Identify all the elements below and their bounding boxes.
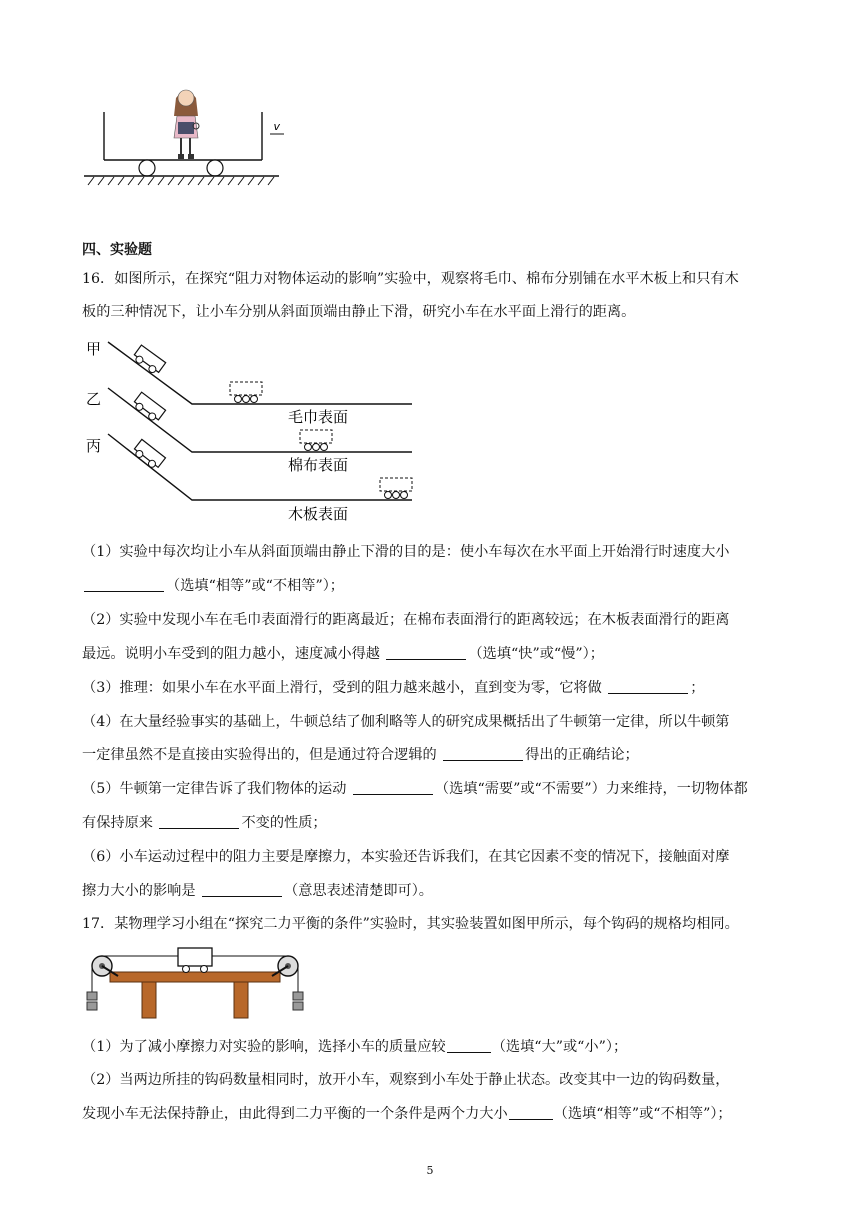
incline-figure <box>82 336 422 528</box>
q17-p1: （1）为了减小摩擦力对实验的影响，选择小车的质量应较 （选填“大”或“小”）； <box>82 1039 628 1055</box>
q17-intro: 17．某物理学习小组在“探究二力平衡的条件”实验时，其实验装置如图甲所示，每个钩码的规格均相同。 <box>82 916 739 932</box>
q16-p4-line1: （4）在大量经验事实的基础上，牛顿总结了伽利略等人的研究成果概括出了牛顿第一定律，所以牛顿第 <box>82 714 730 730</box>
label-bing: 丙 <box>86 437 102 455</box>
answer-blank[interactable] <box>353 780 433 795</box>
q16-p4-line2: 一定律虽然不是直接由实验得出的，但是通过符合逻辑的 得出的正确结论； <box>82 747 639 763</box>
q16-p1-line1: （1）实验中每次均让小车从斜面顶端由静止下滑的目的是：使小车每次在水平面上开始滑行时速度大小 <box>82 544 730 560</box>
q16-p5-line2: 有保持原来 不变的性质； <box>82 815 327 831</box>
label-yi: 乙 <box>86 390 102 408</box>
q17-p2-line2: 发现小车无法保持静止，由此得到二力平衡的一个条件是两个力大小 （选填“相等”或“不相等”）； <box>82 1106 732 1122</box>
answer-blank[interactable] <box>443 746 523 761</box>
surface-cotton-label: 棉布表面 <box>288 456 349 474</box>
q16-p2-line2: 最远。说明小车受到的阻力越小，速度减小得越 （选填“快”或“慢”）； <box>82 646 604 662</box>
dashed-cart-towel <box>230 382 262 403</box>
answer-blank[interactable] <box>202 882 282 897</box>
hook-weight-left-icon <box>87 992 97 1010</box>
section-heading: 四、实验题 <box>82 242 152 258</box>
girl-icon <box>174 90 199 159</box>
q16-p6-line2: 擦力大小的影响是 （意思表述清楚即可）。 <box>82 883 433 899</box>
q16-p5-line1: （5）牛顿第一定律告诉了我们物体的运动 （选填“需要”或“不需要”）力来维持，一切物体都 <box>82 781 748 797</box>
answer-blank[interactable] <box>84 577 164 592</box>
q16-p1-line2: （选填“相等”或“不相等”）； <box>82 576 344 596</box>
hook-weight-right-icon <box>293 992 303 1010</box>
answer-blank[interactable] <box>386 645 466 660</box>
velocity-label: v <box>273 120 280 133</box>
surface-wood-label: 木板表面 <box>288 505 349 523</box>
q16-intro-line1: 16．如图所示，在探究“阻力对物体运动的影响”实验中，观察将毛巾、棉布分别铺在水平木板上和只有木 <box>82 271 739 287</box>
cart-girl-figure <box>84 84 284 194</box>
dashed-cart-cotton <box>300 430 332 451</box>
answer-blank[interactable] <box>608 679 688 694</box>
answer-blank[interactable] <box>509 1105 553 1120</box>
surface-towel-label: 毛巾表面 <box>288 408 349 426</box>
q17-p2-line1: （2）当两边所挂的钩码数量相同时，放开小车，观察到小车处于静止状态。改变其中一边的钩码数量， <box>82 1072 730 1088</box>
q16-p6-line1: （6）小车运动过程中的阻力主要是摩擦力，本实验还告诉我们，在其它因素不变的情况下，接触面对摩 <box>82 849 730 865</box>
q16-intro-line2: 板的三种情况下，让小车分别从斜面顶端由静止下滑，研究小车在水平面上滑行的距离。 <box>82 304 636 320</box>
q16-p2-line1: （2）实验中发现小车在毛巾表面滑行的距离最近；在棉布表面滑行的距离较远；在木板表面滑行的距离 <box>82 612 730 628</box>
answer-blank[interactable] <box>159 814 239 829</box>
answer-blank[interactable] <box>447 1038 491 1053</box>
balance-apparatus-figure <box>82 940 312 1022</box>
label-jia: 甲 <box>86 340 102 358</box>
page-number: 5 <box>426 1164 434 1177</box>
q16-p3: （3）推理：如果小车在水平面上滑行，受到的阻力越来越小，直到变为零，它将做 ； <box>82 680 705 696</box>
dashed-cart-wood <box>380 478 412 499</box>
